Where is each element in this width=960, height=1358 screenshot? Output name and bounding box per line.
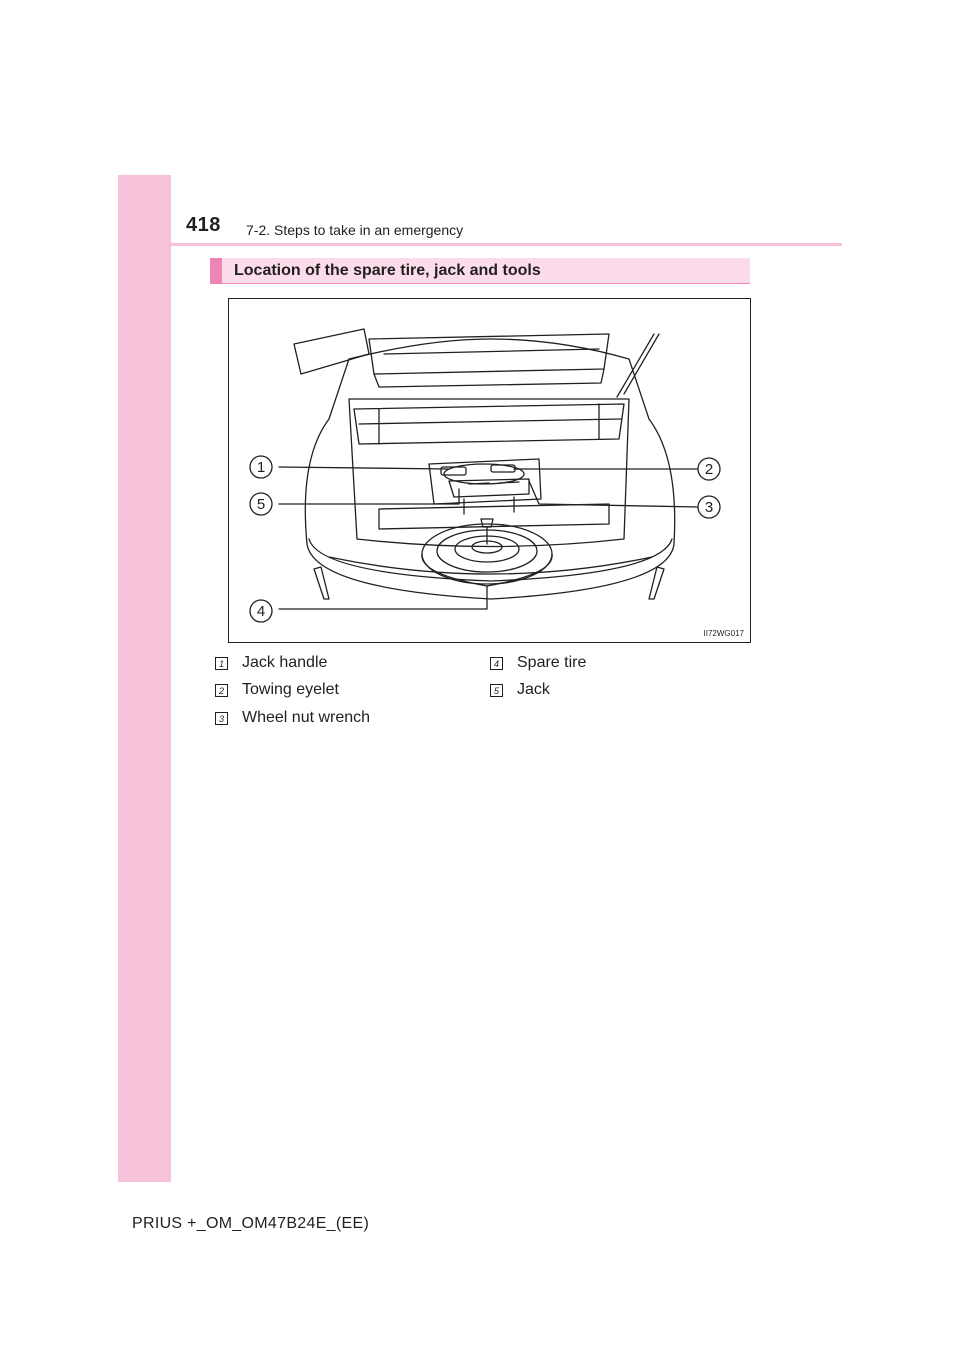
tool-jack-handle (441, 467, 466, 475)
legend-item (215, 654, 327, 672)
legend-number: 5 (490, 684, 503, 697)
legend-label: Towing eyelet (242, 681, 339, 698)
legend-label: Jack handle (242, 654, 328, 671)
header-rule (118, 243, 842, 246)
left-lid-panel (294, 329, 369, 374)
right-strut (624, 334, 659, 394)
page-number: 418 (186, 214, 221, 236)
legend-item (215, 709, 370, 727)
center-bolt (481, 519, 493, 527)
tool-tray (429, 459, 541, 504)
side-tab-band (118, 175, 171, 1182)
panel-title-bar (210, 258, 750, 284)
legend-item (215, 681, 339, 699)
section-heading: 7-2. Steps to take in an emergency (246, 222, 464, 238)
callout-label-3: 3 (704, 499, 714, 516)
legend (215, 654, 755, 744)
legend-item (490, 681, 550, 699)
legend-label: Jack (517, 681, 550, 698)
deck-board (354, 404, 624, 444)
legend-number: 1 (215, 657, 228, 670)
legend-number: 4 (490, 657, 503, 670)
legend-number: 3 (215, 712, 228, 725)
car-trunk-illustration (229, 299, 751, 643)
callout-label-1: 1 (256, 459, 266, 476)
leader-1 (279, 467, 449, 469)
callout-label-5: 5 (256, 496, 266, 513)
figure-id: II72WG017 (703, 629, 744, 638)
footer-model-code: PRIUS +_OM_OM47B24E_(EE) (132, 1215, 370, 1232)
callout-label-2: 2 (704, 461, 714, 478)
left-taillight (314, 567, 329, 599)
callout-label-4: 4 (256, 603, 266, 620)
legend-label: Wheel nut wrench (242, 709, 371, 726)
rear-bumper (309, 539, 672, 581)
legend-number: 2 (215, 684, 228, 697)
legend-label: Spare tire (517, 654, 587, 671)
legend-item (490, 654, 586, 672)
leader-4 (279, 586, 487, 609)
panel-title: Location of the spare tire, jack and tools (234, 262, 541, 279)
figure-frame (228, 298, 751, 643)
right-taillight (649, 567, 664, 599)
